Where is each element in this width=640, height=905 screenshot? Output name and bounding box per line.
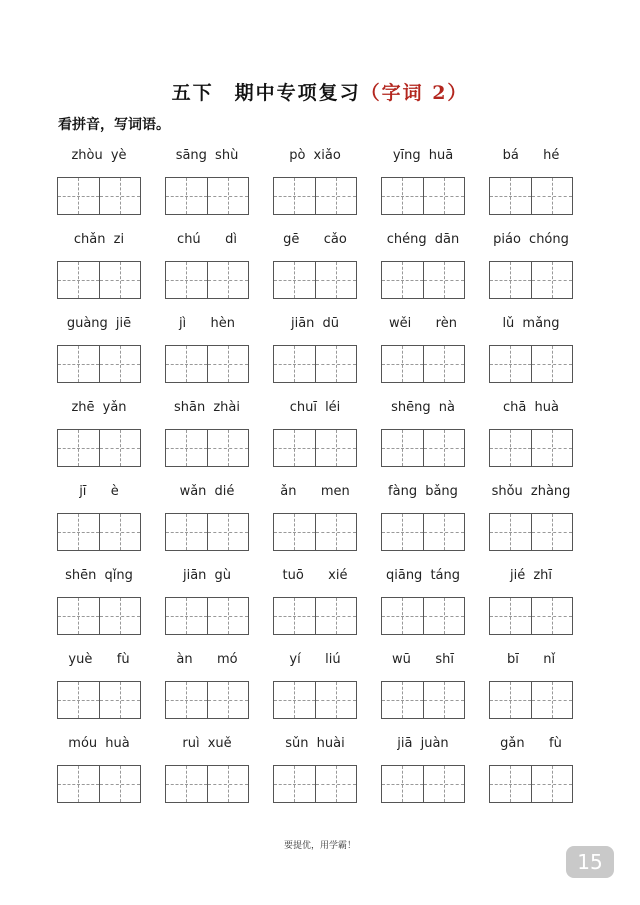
pinyin-label: piáo chóng — [493, 232, 569, 247]
exercise-item — [489, 141, 573, 225]
exercise-item — [57, 561, 141, 645]
exercise-item — [165, 477, 249, 561]
writing-boxes[interactable] — [165, 261, 249, 299]
tianzige-box[interactable] — [274, 346, 315, 382]
tianzige-box[interactable] — [207, 178, 249, 214]
tianzige-box[interactable] — [423, 766, 465, 802]
exercise-item — [273, 477, 357, 561]
pinyin-label: sǔn huài — [285, 736, 345, 751]
pinyin-label: qiāng táng — [385, 568, 460, 583]
tianzige-box[interactable] — [274, 178, 315, 214]
tianzige-box[interactable] — [99, 514, 141, 550]
writing-boxes[interactable] — [381, 765, 465, 803]
exercise-item — [165, 393, 249, 477]
writing-boxes[interactable] — [57, 765, 141, 803]
tianzige-box[interactable] — [531, 346, 573, 382]
tianzige-box[interactable] — [274, 598, 315, 634]
writing-boxes[interactable] — [273, 177, 357, 215]
exercise-item — [165, 141, 249, 225]
exercise-item — [57, 477, 141, 561]
writing-boxes[interactable] — [57, 681, 141, 719]
writing-boxes[interactable] — [273, 429, 357, 467]
exercise-item — [489, 561, 573, 645]
pinyin-label: chā huà — [503, 400, 559, 415]
pinyin-label: jiān dū — [290, 316, 340, 331]
tianzige-box[interactable] — [315, 346, 357, 382]
writing-boxes[interactable] — [489, 345, 573, 383]
tianzige-box[interactable] — [382, 262, 423, 298]
pinyin-label: jì hèn — [178, 316, 236, 331]
exercise-item — [381, 141, 465, 225]
pinyin-label: sāng shù — [175, 148, 239, 163]
writing-boxes[interactable] — [165, 429, 249, 467]
tianzige-box[interactable] — [382, 514, 423, 550]
writing-boxes[interactable] — [489, 261, 573, 299]
tianzige-box[interactable] — [58, 346, 99, 382]
exercise-item — [165, 729, 249, 813]
pinyin-label: bī nǐ — [506, 652, 556, 667]
tianzige-box[interactable] — [490, 262, 531, 298]
writing-boxes[interactable] — [489, 681, 573, 719]
tianzige-box[interactable] — [315, 514, 357, 550]
pinyin-label: ruì xuě — [182, 736, 232, 751]
tianzige-box[interactable] — [423, 178, 465, 214]
exercise-item — [381, 561, 465, 645]
title-main: 五下 期中专项复习 — [171, 82, 361, 104]
tianzige-box[interactable] — [490, 514, 531, 550]
writing-boxes[interactable] — [57, 513, 141, 551]
pinyin-label: shēn qǐng — [65, 568, 133, 583]
tianzige-box[interactable] — [58, 598, 99, 634]
writing-boxes[interactable] — [381, 597, 465, 635]
exercise-item — [489, 729, 573, 813]
exercise-item — [57, 225, 141, 309]
exercise-item — [381, 477, 465, 561]
exercise-item — [273, 141, 357, 225]
writing-boxes[interactable] — [273, 513, 357, 551]
tianzige-box[interactable] — [58, 766, 99, 802]
tianzige-box[interactable] — [99, 598, 141, 634]
exercise-item — [489, 477, 573, 561]
page-number: 15 — [566, 846, 614, 878]
writing-boxes[interactable] — [57, 177, 141, 215]
tianzige-box[interactable] — [207, 514, 249, 550]
writing-boxes[interactable] — [381, 681, 465, 719]
tianzige-box[interactable] — [166, 178, 207, 214]
writing-boxes[interactable] — [165, 513, 249, 551]
tianzige-box[interactable] — [274, 514, 315, 550]
pinyin-label: chuī léi — [289, 400, 341, 415]
tianzige-box[interactable] — [531, 262, 573, 298]
tianzige-box[interactable] — [99, 178, 141, 214]
exercise-item — [489, 393, 573, 477]
tianzige-box[interactable] — [207, 346, 249, 382]
writing-boxes[interactable] — [273, 681, 357, 719]
tianzige-box[interactable] — [315, 682, 357, 718]
tianzige-box[interactable] — [166, 262, 207, 298]
exercise-item — [489, 309, 573, 393]
writing-boxes[interactable] — [489, 177, 573, 215]
tianzige-box[interactable] — [382, 766, 423, 802]
exercise-item — [57, 309, 141, 393]
pinyin-label: pò xiǎo — [289, 148, 341, 163]
tianzige-box[interactable] — [531, 598, 573, 634]
tianzige-box[interactable] — [490, 766, 531, 802]
pinyin-label: yuè fù — [68, 652, 130, 667]
exercise-item — [57, 729, 141, 813]
exercise-item — [165, 645, 249, 729]
exercise-item — [381, 309, 465, 393]
pinyin-label: wū shī — [392, 652, 454, 667]
tianzige-box[interactable] — [490, 346, 531, 382]
writing-boxes[interactable] — [381, 345, 465, 383]
tianzige-box[interactable] — [315, 766, 357, 802]
pinyin-label: àn mó — [176, 652, 238, 667]
writing-boxes[interactable] — [273, 261, 357, 299]
pinyin-label: zhē yǎn — [71, 400, 127, 415]
exercise-item — [381, 225, 465, 309]
exercise-item — [165, 225, 249, 309]
tianzige-box[interactable] — [531, 766, 573, 802]
pinyin-label: bá hé — [502, 148, 560, 163]
pinyin-label: shǒu zhàng — [491, 484, 571, 499]
exercise-item — [165, 561, 249, 645]
writing-boxes[interactable] — [165, 345, 249, 383]
writing-boxes[interactable] — [381, 513, 465, 551]
pinyin-label: jī è — [79, 484, 119, 499]
pinyin-label: chéng dān — [386, 232, 460, 247]
pinyin-label: guàng jiē — [66, 316, 132, 331]
tianzige-box[interactable] — [423, 514, 465, 550]
exercise-item — [57, 141, 141, 225]
writing-boxes[interactable] — [273, 597, 357, 635]
writing-boxes[interactable] — [165, 765, 249, 803]
writing-boxes[interactable] — [57, 429, 141, 467]
tianzige-box[interactable] — [58, 262, 99, 298]
pinyin-label: móu huà — [68, 736, 130, 751]
writing-boxes[interactable] — [489, 765, 573, 803]
pinyin-label: tuō xié — [282, 568, 348, 583]
tianzige-box[interactable] — [166, 598, 207, 634]
tianzige-box[interactable] — [99, 430, 141, 466]
writing-boxes[interactable] — [489, 513, 573, 551]
pinyin-label: yí liú — [289, 652, 341, 667]
pinyin-label: jiān gù — [182, 568, 232, 583]
tianzige-box[interactable] — [166, 766, 207, 802]
writing-boxes[interactable] — [489, 597, 573, 635]
pinyin-label: lǔ mǎng — [502, 316, 560, 331]
tianzige-box[interactable] — [274, 430, 315, 466]
tianzige-box[interactable] — [99, 766, 141, 802]
tianzige-box[interactable] — [274, 682, 315, 718]
writing-boxes[interactable] — [165, 597, 249, 635]
exercise-item — [273, 729, 357, 813]
page-title — [0, 78, 640, 105]
tianzige-box[interactable] — [490, 598, 531, 634]
tianzige-box[interactable] — [274, 262, 315, 298]
tianzige-box[interactable] — [490, 682, 531, 718]
writing-boxes[interactable] — [489, 429, 573, 467]
writing-boxes[interactable] — [273, 345, 357, 383]
pinyin-label: fàng bǎng — [388, 484, 458, 499]
writing-boxes[interactable] — [57, 345, 141, 383]
tianzige-box[interactable] — [315, 430, 357, 466]
tianzige-box[interactable] — [166, 430, 207, 466]
instruction: 看拼音，写词语。 — [58, 117, 170, 133]
tianzige-box[interactable] — [99, 346, 141, 382]
exercise-item — [273, 225, 357, 309]
writing-boxes[interactable] — [381, 261, 465, 299]
pinyin-label: chú dì — [177, 232, 237, 247]
pinyin-label: zhòu yè — [71, 148, 127, 163]
tianzige-box[interactable] — [315, 262, 357, 298]
tianzige-box[interactable] — [315, 178, 357, 214]
tianzige-box[interactable] — [423, 262, 465, 298]
pinyin-label: jiā juàn — [397, 736, 449, 751]
tianzige-box[interactable] — [274, 766, 315, 802]
tianzige-box[interactable] — [531, 178, 573, 214]
exercise-item — [489, 225, 573, 309]
pinyin-label: yīng huā — [392, 148, 454, 163]
tianzige-box[interactable] — [207, 598, 249, 634]
tianzige-box[interactable] — [166, 514, 207, 550]
title-sub: （字词 2） — [360, 82, 469, 104]
writing-boxes[interactable] — [381, 177, 465, 215]
tianzige-box[interactable] — [207, 262, 249, 298]
exercise-item — [273, 645, 357, 729]
tianzige-box[interactable] — [58, 178, 99, 214]
tianzige-box[interactable] — [58, 514, 99, 550]
pinyin-label: gǎn fù — [500, 736, 562, 751]
writing-boxes[interactable] — [57, 261, 141, 299]
tianzige-box[interactable] — [382, 598, 423, 634]
pinyin-label: wǎn dié — [179, 484, 235, 499]
tianzige-box[interactable] — [207, 430, 249, 466]
exercise-item — [381, 645, 465, 729]
writing-boxes[interactable] — [165, 681, 249, 719]
tianzige-box[interactable] — [423, 430, 465, 466]
exercise-item — [273, 393, 357, 477]
tianzige-box[interactable] — [315, 598, 357, 634]
exercise-item — [57, 645, 141, 729]
pinyin-label: chǎn zi — [73, 232, 125, 247]
writing-boxes[interactable] — [381, 429, 465, 467]
tianzige-box[interactable] — [99, 682, 141, 718]
tianzige-box[interactable] — [423, 682, 465, 718]
tianzige-box[interactable] — [531, 430, 573, 466]
exercise-item — [381, 729, 465, 813]
pinyin-exercise-grid — [57, 141, 577, 813]
tianzige-box[interactable] — [531, 514, 573, 550]
exercise-item — [165, 309, 249, 393]
tianzige-box[interactable] — [382, 682, 423, 718]
pinyin-label: shēng nà — [391, 400, 455, 415]
tianzige-box[interactable] — [490, 178, 531, 214]
pinyin-label: gē cǎo — [283, 232, 347, 247]
tianzige-box[interactable] — [382, 346, 423, 382]
tianzige-box[interactable] — [99, 262, 141, 298]
exercise-item — [273, 561, 357, 645]
writing-boxes[interactable] — [57, 597, 141, 635]
pinyin-label: ǎn men — [280, 484, 350, 499]
writing-boxes[interactable] — [165, 177, 249, 215]
footer-slogan: 要提优，用学霸！ — [283, 841, 356, 851]
tianzige-box[interactable] — [382, 178, 423, 214]
exercise-item — [489, 645, 573, 729]
pinyin-label: wěi rèn — [389, 316, 457, 331]
tianzige-box[interactable] — [207, 766, 249, 802]
tianzige-box[interactable] — [58, 682, 99, 718]
tianzige-box[interactable] — [58, 430, 99, 466]
tianzige-box[interactable] — [423, 598, 465, 634]
exercise-item — [273, 309, 357, 393]
tianzige-box[interactable] — [490, 430, 531, 466]
tianzige-box[interactable] — [423, 346, 465, 382]
tianzige-box[interactable] — [531, 682, 573, 718]
tianzige-box[interactable] — [382, 430, 423, 466]
pinyin-label: shān zhài — [174, 400, 240, 415]
pinyin-label: jié zhī — [509, 568, 553, 583]
exercise-item — [381, 393, 465, 477]
tianzige-box[interactable] — [207, 682, 249, 718]
tianzige-box[interactable] — [166, 682, 207, 718]
writing-boxes[interactable] — [273, 765, 357, 803]
tianzige-box[interactable] — [166, 346, 207, 382]
exercise-item — [57, 393, 141, 477]
